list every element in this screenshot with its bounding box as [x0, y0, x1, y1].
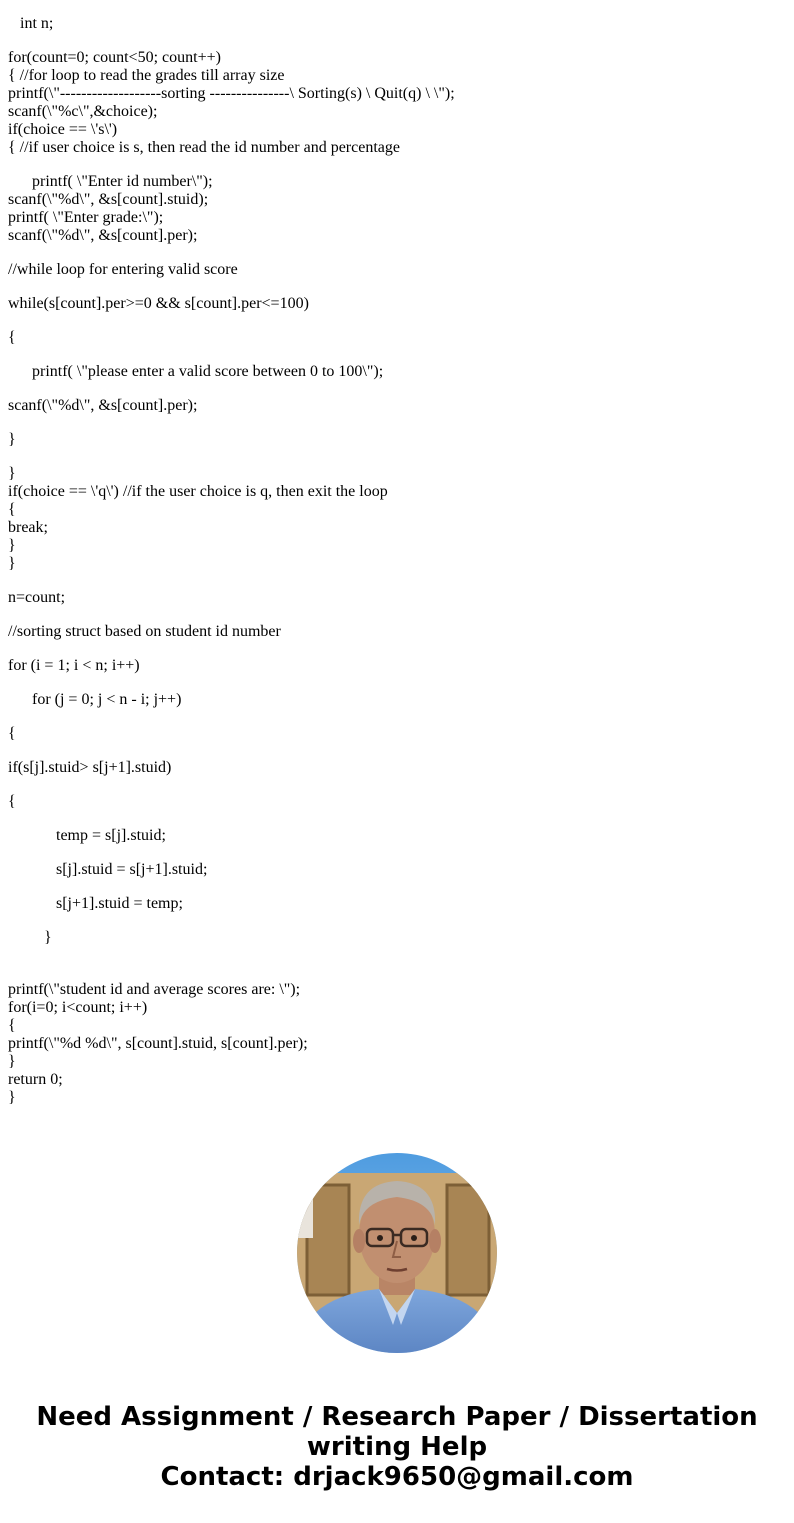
code-line: if(choice == \'q\') //if the user choice is q, then exit the loop: [8, 483, 388, 500]
code-line: printf( \"please enter a valid score between 0 to 100\");: [8, 363, 384, 380]
code-line: printf( \"Enter id number\");: [8, 173, 213, 190]
code-line: //sorting struct based on student id number: [8, 623, 281, 640]
code-line: { //for loop to read the grades till array size: [8, 67, 285, 84]
code-line: for(i=0; i<count; i++): [8, 999, 148, 1016]
code-line: {: [8, 793, 16, 810]
promo-line: writing Help: [306, 1432, 488, 1462]
code-line: }: [8, 1053, 16, 1070]
code-line: break;: [8, 519, 48, 536]
code-line: if(s[j].stuid> s[j+1].stuid): [8, 759, 172, 776]
code-line: {: [8, 501, 16, 518]
code-line: printf(\"%d %d\", s[count].stuid, s[count].per);: [8, 1035, 308, 1052]
code-line: s[j+1].stuid = temp;: [8, 895, 183, 912]
code-line: scanf(\"%c\",&choice);: [8, 103, 158, 120]
author-photo: [297, 1153, 497, 1353]
code-line: {: [8, 329, 16, 346]
code-line: {: [8, 725, 16, 742]
code-line: while(s[count].per>=0 && s[count].per<=100): [8, 295, 309, 312]
code-line: printf(\"student id and average scores are: \");: [8, 981, 301, 998]
code-line: }: [8, 537, 16, 554]
contact-email: Contact: drjack9650@gmail.com: [160, 1462, 634, 1492]
code-line: }: [8, 929, 52, 946]
code-line: printf( \"Enter grade:\");: [8, 209, 164, 226]
code-line: scanf(\"%d\", &s[count].stuid);: [8, 191, 209, 208]
code-line: {: [8, 1017, 16, 1034]
code-line: { //if user choice is s, then read the id number and percentage: [8, 139, 400, 156]
code-line: return 0;: [8, 1071, 63, 1088]
code-line: }: [8, 465, 16, 482]
code-line: }: [8, 1089, 16, 1106]
code-line: }: [8, 431, 16, 448]
code-line: int n;: [8, 15, 54, 32]
code-line: for(count=0; count<50; count++): [8, 49, 221, 66]
code-line: n=count;: [8, 589, 66, 606]
code-line: }: [8, 555, 16, 572]
code-line: printf(\"-------------------sorting ---------------\ Sorting(s) \ Quit(q) \ \");: [8, 85, 455, 102]
code-line: scanf(\"%d\", &s[count].per);: [8, 227, 198, 244]
promo-line: Need Assignment / Research Paper / Dissertation: [36, 1402, 758, 1432]
code-line: scanf(\"%d\", &s[count].per);: [8, 397, 198, 414]
code-line: for (i = 1; i < n; i++): [8, 657, 140, 674]
code-line: s[j].stuid = s[j+1].stuid;: [8, 861, 208, 878]
avatar: [297, 1153, 497, 1353]
code-line: for (j = 0; j < n - i; j++): [8, 691, 182, 708]
code-line: //while loop for entering valid score: [8, 261, 238, 278]
code-line: temp = s[j].stuid;: [8, 827, 166, 844]
code-line: if(choice == \'s\'): [8, 121, 118, 138]
promo-banner: [0, 1402, 794, 1492]
